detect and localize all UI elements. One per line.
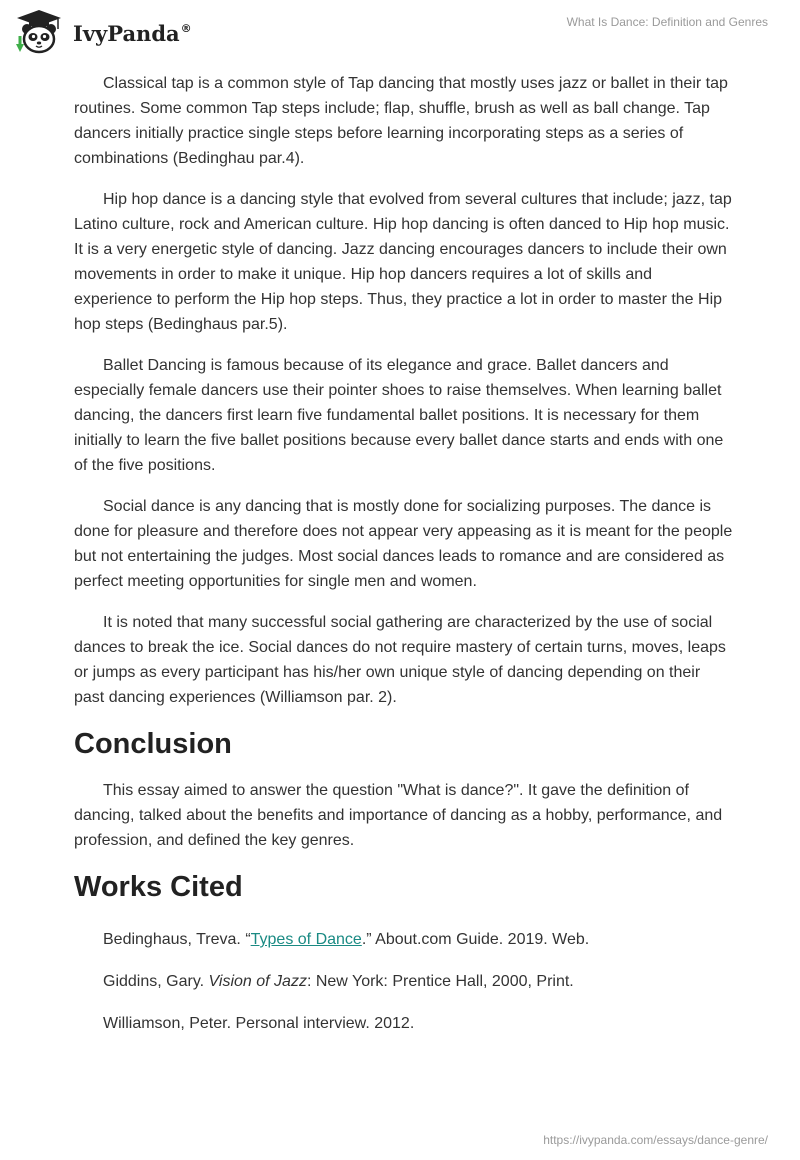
logo-wordmark: IvyPanda® [73,20,192,46]
citation-link-types-of-dance[interactable]: Types of Dance [250,931,362,948]
conclusion-heading: Conclusion [74,728,232,760]
body-paragraph: Hip hop dance is a dancing style that evolved from several cultures that include; jazz, tap Latino culture, rock and American culture. Hip hop dancing is often danced to Hip hop music. It is a very energetic style of dancing. Jazz dancing encourages dancers to include their own movements in order to make it unique. Hip hop dancers requires a lot of skills and experience to perform the Hip hop steps. Thus, they practice a lot in order to master the Hip hop steps (Bedinghaus par.5). [74,191,732,333]
citation-title: Vision of Jazz [208,973,307,990]
body-paragraph: Social dance is any dancing that is mostly done for socializing purposes. The dance is done for pleasure and therefore does not appear very appeasing as it is meant for the people but not entertaining the judges. Most social dances leads to romance and are considered as perfect meeting opportunities for single men and women. [74,498,733,590]
conclusion-paragraph: This essay aimed to answer the question "What is dance?". It gave the definition of dancing, talked about the benefits and importance of dancing as a hobby, performance, and profession, and defined the key genres. [74,782,723,849]
citation-item [74,927,734,952]
panda-graduate-logo-icon [14,8,64,56]
body-paragraph: Classical tap is a common style of Tap dancing that mostly uses jazz or ballet in their tap routines. Some common Tap steps include; flap, shuffle, brush as well as ball change. Tap dancers initially practice single steps before learning incorporating steps as a series of combinations (Bedinghau par.4). [74,75,728,167]
registered-mark: ® [180,21,192,35]
citation-item: Williamson, Peter. Personal interview. 2012. [103,1015,415,1032]
body-paragraph: Ballet Dancing is famous because of its elegance and grace. Ballet dancers and especially female dancers use their pointer shoes to raise themselves. When learning ballet dancing, the dancers first learn five fundamental ballet positions. It is necessary for them initially to learn the five ballet positions because every ballet dance starts and ends with one of the five positions. [74,357,724,474]
body-paragraph: It is noted that many successful social gathering are characterized by the use of social dances to break the ice. Social dances do not require mastery of certain turns, moves, leaps or jumps as every participant has his/her own unique style of dancing depending on their past dancing experiences (Williamson par. 2). [74,614,726,706]
citation-text: : New York: Prentice Hall, 2000, Print. [306,973,574,990]
document-title: What Is Dance: Definition and Genres [566,15,768,29]
citation-author: Giddins, Gary. [103,973,209,990]
page-header [0,0,800,60]
ivypanda-logo[interactable] [14,8,192,56]
page-url: https://ivypanda.com/essays/dance-genre/ [543,1133,768,1147]
citation-item [74,969,734,994]
works-cited-heading: Works Cited [74,871,243,903]
citation-text: Bedinghaus, Treva. “ [103,931,251,948]
citation-text: .” About.com Guide. 2019. Web. [361,931,590,948]
essay-content [74,71,734,1053]
